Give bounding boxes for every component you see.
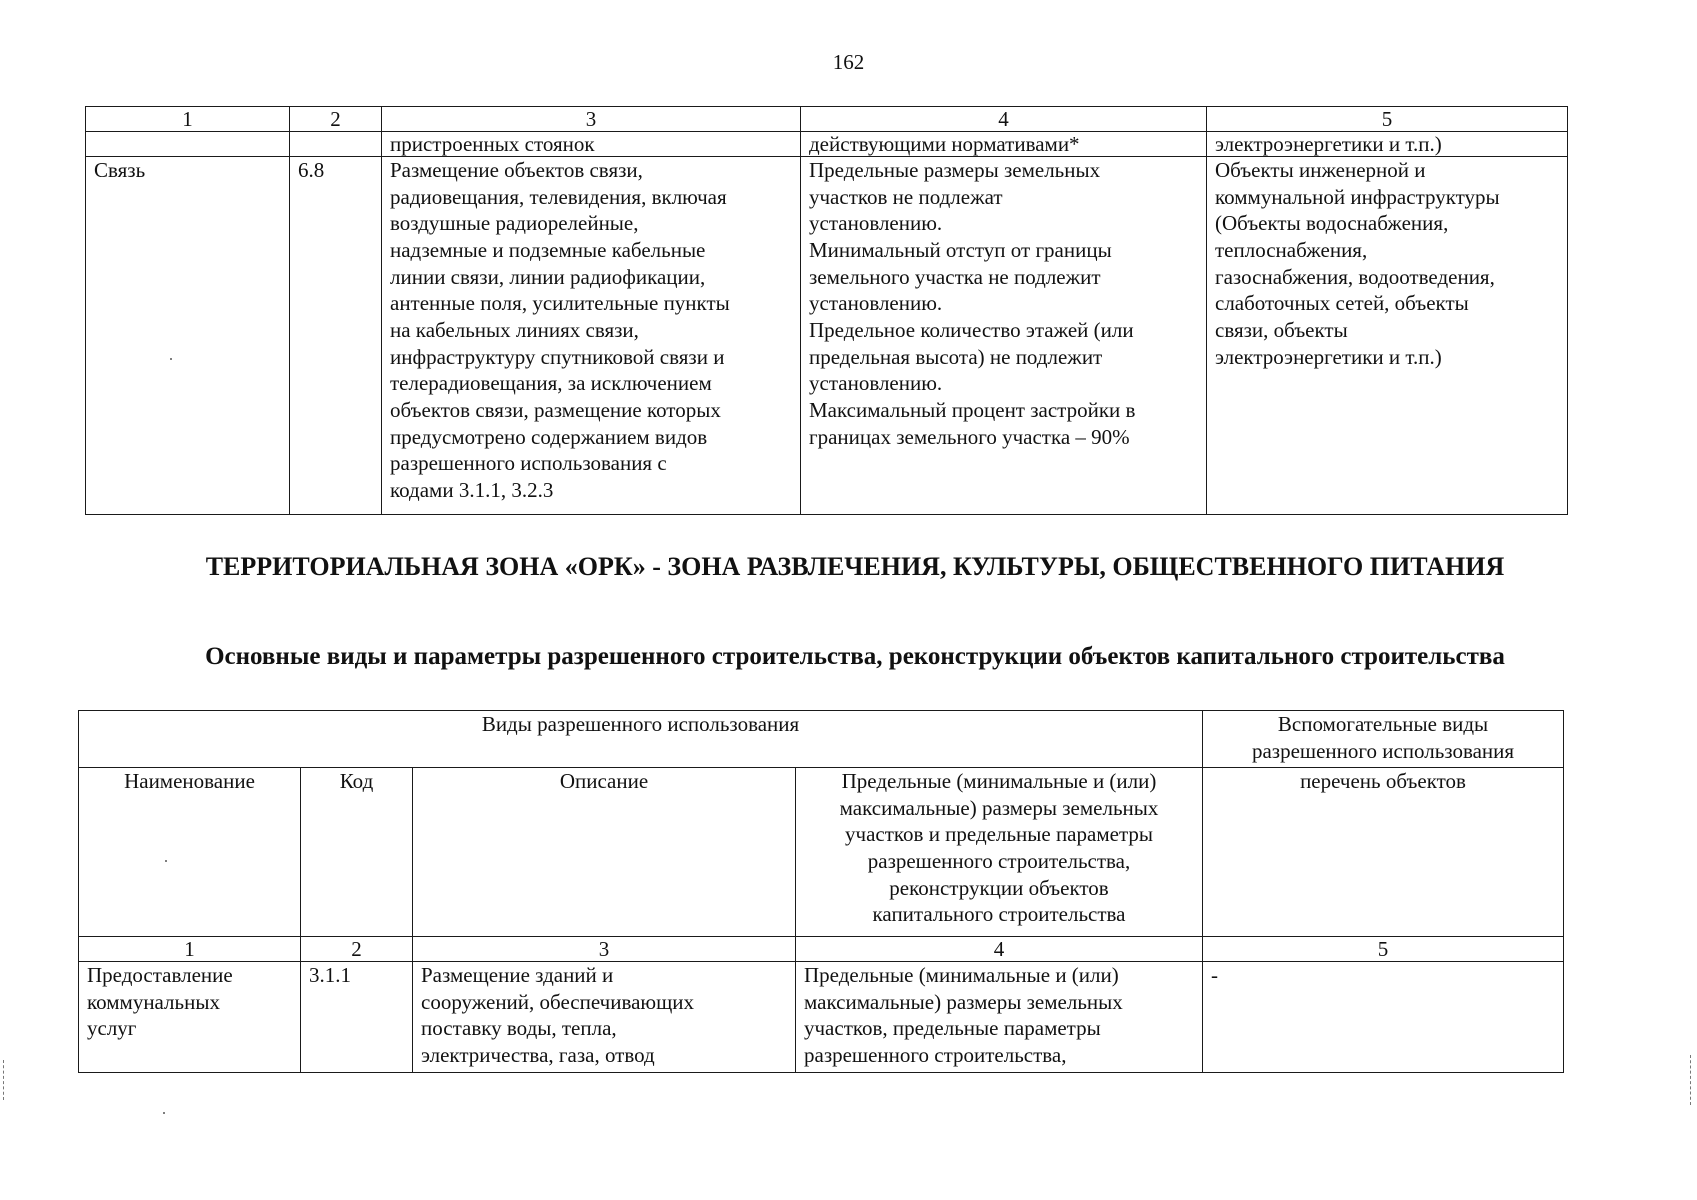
header-auxiliary-uses: Вспомогательные виды разрешенного использования <box>1203 711 1564 768</box>
scan-speck <box>165 860 167 862</box>
use-name: Связь <box>86 157 290 515</box>
column-number: 2 <box>301 937 413 962</box>
table-row <box>79 962 1564 1073</box>
column-number: 2 <box>290 107 382 132</box>
scan-margin-mark <box>1690 1055 1692 1105</box>
column-number: 3 <box>413 937 796 962</box>
continuation-cell: электроэнергетики и т.п.) <box>1207 132 1568 157</box>
auxiliary-uses: Объекты инженерной и коммунальной инфраструктуры (Объекты водоснабжения, теплоснабжения, газоснабжения, водоотведения, слаботочных сетей, объекты связи, объекты электроэнергетики и т.п.) <box>1207 157 1568 515</box>
column-header-code: Код <box>301 768 413 937</box>
column-header-object-list: перечень объектов <box>1203 768 1564 937</box>
column-number: 5 <box>1203 937 1564 962</box>
column-number: 1 <box>86 107 290 132</box>
zone-title: ТЕРРИТОРИАЛЬНАЯ ЗОНА «ОРК» - ЗОНА РАЗВЛЕЧЕНИЯ, КУЛЬТУРЫ, ОБЩЕСТВЕННОГО ПИТАНИЯ <box>205 552 1505 581</box>
continuation-row <box>86 132 1568 157</box>
section-title: Основные виды и параметры разрешенного строительства, реконструкции объектов капитального строительства <box>205 643 1505 670</box>
auxiliary-uses: - <box>1203 962 1564 1073</box>
column-number: 1 <box>79 937 301 962</box>
continuation-cell: пристроенных стоянок <box>382 132 801 157</box>
use-description: Размещение объектов связи, радиовещания, телевидения, включая воздушные радиорелейные, надземные и подземные кабельные линии связи, линии радиофикации, антенные поля, усилительные пункты на кабельных линиях связи, инфраструктуру спутниковой связи и телерадиовещания, за исключением объектов связи, размещение которых предусмотрено содержанием видов разрешенного использования с кодами 3.1.1, 3.2.3 <box>382 157 801 515</box>
column-number: 4 <box>801 107 1207 132</box>
table-column-header-row <box>79 768 1564 937</box>
use-code: 6.8 <box>290 157 382 515</box>
use-description: Размещение зданий и сооружений, обеспечивающих поставку воды, тепла, электричества, газа, отвод <box>413 962 796 1073</box>
use-code: 3.1.1 <box>301 962 413 1073</box>
column-header-parameters: Предельные (минимальные и (или) максимальные) размеры земельных участков и предельные параметры разрешенного строительства, реконструкции объектов капитального строительства <box>796 768 1203 937</box>
scan-speck <box>163 1112 165 1114</box>
continuation-cell <box>86 132 290 157</box>
permitted-use-table <box>78 710 1564 1073</box>
column-header-name: Наименование <box>79 768 301 937</box>
page-number: 162 <box>832 50 865 74</box>
column-number: 3 <box>382 107 801 132</box>
continuation-cell <box>290 132 382 157</box>
use-name: Предоставление коммунальных услуг <box>79 962 301 1073</box>
header-permitted-uses: Виды разрешенного использования <box>79 711 1203 768</box>
table-row <box>86 157 1568 515</box>
continuation-cell: действующими нормативами* <box>801 132 1207 157</box>
column-numbering-row <box>86 107 1568 132</box>
table-group-header-row <box>79 711 1564 768</box>
column-header-description: Описание <box>413 768 796 937</box>
scan-speck <box>170 358 172 360</box>
scan-margin-mark <box>3 1060 5 1100</box>
use-parameters: Предельные размеры земельных участков не подлежат установлению. Минимальный отступ от границы земельного участка не подлежит установлению. Предельное количество этажей (или предельная высота) не подлежит установлению. Максимальный процент застройки в границах земельного участка – 90% <box>801 157 1207 515</box>
column-number: 4 <box>796 937 1203 962</box>
permitted-use-table-continued <box>85 106 1568 515</box>
column-numbering-row <box>79 937 1564 962</box>
column-number: 5 <box>1207 107 1568 132</box>
use-parameters: Предельные (минимальные и (или) максимальные) размеры земельных участков, предельные параметры разрешенного строительства, <box>796 962 1203 1073</box>
